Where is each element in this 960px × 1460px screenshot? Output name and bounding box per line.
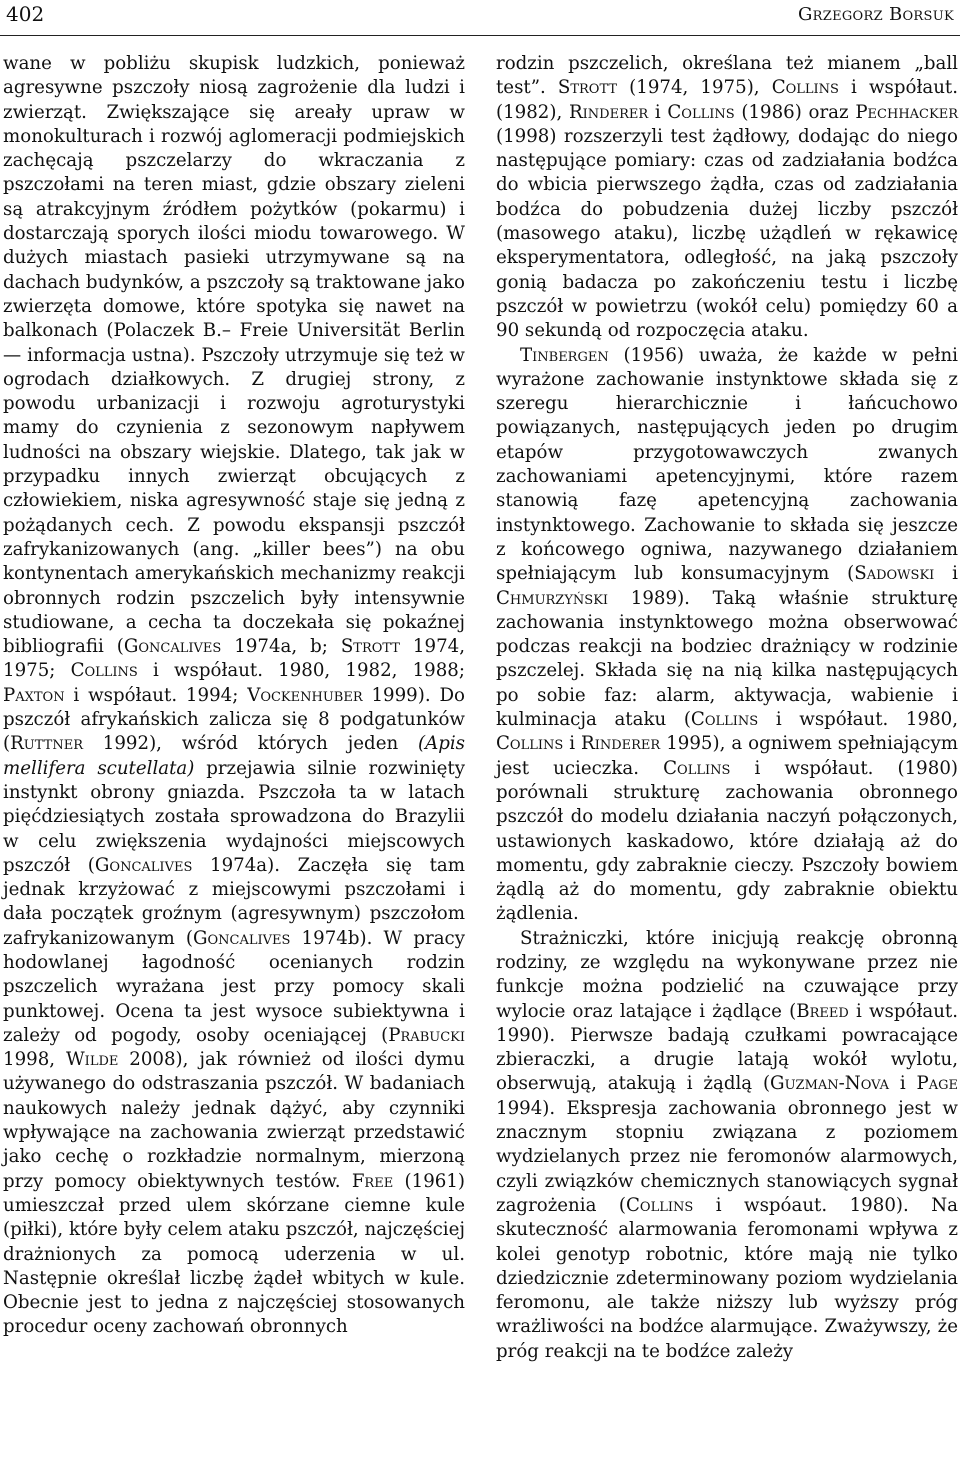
right-paragraph-1: rodzin pszczelich, określana też mianem „ball test”. Strott (1974, 1975), Collins i współaut. (1982), Rinderer i Collins (1986) oraz Pechhacker (1998) rozszerzyli test żądłowy, dodając do niego następujące pomiary: czas od zadziałania bodźca do wbicia pierwszego żądła, czas od zadziałania bodźca do pobudzenia dużej liczby pszczół (masowego ataku), liczbę użądleń w rękawicę eksperymentatora, odległość, na jaką pszczoły gonią badacza po zakończeniu testu i liczbę pszczół w powietrzu (wokół celu) pomiędzy 60 a 90 sekundą od rozpoczęcia ataku. xyxy=(496,53,958,342)
left-column xyxy=(3,52,465,1340)
citation-author: Collins xyxy=(70,660,138,682)
citation-author: Strott xyxy=(557,77,618,99)
citation-author: Goncalives xyxy=(123,636,222,658)
citation-author: Collins xyxy=(771,77,839,99)
citation-author: Page xyxy=(916,1073,958,1095)
citation-author: Vockenhuber xyxy=(247,684,363,706)
citation-author: Collins xyxy=(626,1194,694,1216)
citation-author: Strott xyxy=(340,636,400,658)
citation-author: Goncalives xyxy=(94,854,193,876)
left-paragraph-1: wane w pobliżu skupisk ludzkich, ponieważ agresywne pszczoły niosą zagrożenie dla ludzi i zwierząt. Zwiększające się areały upraw w monokulturach i rozwój aglomeracji podmiejskich zachęcają pszczelarzy do wkraczania z pszczołami na teren miast, gdzie obszary zieleni są atrakcyjnym źródłem pożytków (pokarmu) i dostarczają sporych ilości miodu towarowego. W dużych miastach pasieki utrzymywane są na dachach budynków, a pszczoły są traktowane jako zwierzęta domowe, które spotyka się nawet na balkonach (Polaczek B.– Freie Universität Berlin — informacja ustna). Pszczoły utrzymuje się też w ogrodach działkowych. Z drugiej strony, z powodu urbanizacji i rozwoju agroturystyki mamy do czynienia z sezonowym napływem ludności na obszary wiejskie. Dlatego, tak jak w przypadku innych zwierząt obcujących z człowiekiem, niska agresywność staje się jedną z pożądanych cech. Z powodu ekspansji pszczół zafrykanizowanych (ang. „killer bees”) na obu kontynentach amerykańskich mechanizmy reakcji obronnych rodzin pszczelich były intensywnie studiowane, a cecha ta doczekała się pokaźnej bibliografii (Goncalives 1974a, b; Strott 1974, 1975; Collins i współaut. 1980, 1982, 1988; Paxton i współaut. 1994; Vockenhuber 1999). Do pszczół afrykańskich zalicza się 8 podgatunków (Ruttner 1992), wśród których jeden (Apis mellifera scutellata) przejawia silnie rozwinięty instynkt obrony gniazda. Pszczoła ta w latach pięćdziesiątych została sprowadzona do Brazylii w celu zwiększenia wydajności miejscowych pszczół (Goncalives 1974a). Zaczęła się tam jednak krzyżować z miejscowymi pszczołami i dała początek groźnym (agresywnym) pszczołom zafrykanizowanym (Goncalives 1974b). W pracy hodowlanej łagodność ocenianych rodzin pszczelich wyrażana jest przy pomocy skali punktowej. Ocena ta jest wysoce subiektywna i zależy od pogody, osoby oceniającej (Prabucki 1998, Wilde 2008), jak również od ilości dymu używanego do odstraszania pszczół. W badaniach naukowych należy jednak dążyć, aby czynniki wpływające na zachowania zwierząt przedstawić jako cechę o rozkładzie normalnym, mierzoną przy pomocy obiektywnych testów. Free (1961) umieszczał przed ulem skórzane ciemne kule (piłki), które były celem ataku pszczół, najczęściej drażnionych za pomocą uderzenia w ul. Następnie określał liczbę żądeł wbitych w kule. Obecnie jest to jedna z najczęściej stosowanych procedur oceny zachowań obronnych xyxy=(3,53,466,1338)
citation-author: Prabucki xyxy=(388,1024,465,1046)
citation-author: Collins xyxy=(667,101,735,123)
citation-author: Guzman-Nova xyxy=(770,1073,890,1095)
citation-author: Collins xyxy=(690,709,759,731)
citation-author: Wilde xyxy=(65,1049,119,1071)
citation-author: Goncalives xyxy=(192,927,291,949)
page-header xyxy=(0,0,960,34)
citation-author: Tinbergen xyxy=(520,344,609,366)
citation-author: Rinderer xyxy=(568,101,649,123)
right-column xyxy=(496,52,958,1364)
right-paragraph-2: Tinbergen (1956) uważa, że każde w pełni wyrażone zachowanie instynktowe składa się z szeregu hierarchicznie i łańcuchowo powiązanych, następujących jeden po drugim etapów przygotowawczych zwanych zachowaniami apetencyjnymi, które razem stanowią fazę apetencyjną zachowania instynktowego. Zachowanie to składa się jeszcze z końcowego ogniwa, nazywanego działaniem spełniającym lub konsumacyjnym (Sadowski i Chmurzyński 1989). Taką właśnie strukturę zachowania instynktowego można obserwować podczas reakcji na bodziec drażniący w rodzinie pszczelej. Składa się na nią kilka następujących po sobie faz: alarm, aktywacja, wabienie i kulminacja ataku (Collins i współaut. 1980, Collins i Rinderer 1995), a ogniwem spełniającym jest ucieczka. Collins i współaut. (1980) porównali strukturę zachowania obronnego pszczół do modelu działania naczyń połączonych, ustawionych kaskadowo, które działają aż do momentu, gdy zabraknie cieczy. Pszczoły bowiem żądlą aż do momentu, gdy zabraknie obiektu żądlenia. xyxy=(496,344,958,925)
page-number: 402 xyxy=(6,2,45,26)
right-paragraph-3: Strażniczki, które inicjują reakcję obronną rodziny, ze względu na wykonywane przez nie funkcje można podzielić na czuwające przy wylocie oraz latające i żądlące (Breed i współaut. 1990). Pierwsze badają czułkami powracające zbieraczki, a drugie latają wokół wylotu, obserwują, atakują i żądlą (Guzman-Nova i Page 1994). Ekspresja zachowania obronnego jest w znacznym stopniu związana z poziomem wydzielanych przez nie feromonów alarmowych, czyli związków chemicznych stanowiących sygnał zagrożenia (Collins i wspóaut. 1980). Na skuteczność alarmowania feromonami wpływa z kolei genotyp robotnic, które mają nie tylko dziedzicznie zdeterminowany poziom wydzielania feromonu, ale także niższy lub wyższy próg wrażliwości na bodźce alarmujące. Zważywszy, że próg reakcji na te bodźce zależy xyxy=(496,927,959,1362)
citation-author: Pechhacker xyxy=(855,101,958,123)
citation-author: Ruttner xyxy=(10,733,83,755)
citation-author: Rinderer xyxy=(581,733,661,755)
citation-author: Collins xyxy=(663,757,731,779)
running-head-author: Grzegorz Borsuk xyxy=(797,4,954,25)
species-name: (Apis mellifera scutellata) xyxy=(3,733,465,779)
citation-author: Free xyxy=(351,1170,394,1192)
citation-author: Paxton xyxy=(3,684,65,706)
header-rule xyxy=(0,35,960,36)
citation-author: Sadowski xyxy=(854,563,935,585)
citation-author: Collins xyxy=(496,733,564,755)
citation-author: Chmurzyński xyxy=(496,587,609,609)
citation-author: Breed xyxy=(796,1000,849,1022)
